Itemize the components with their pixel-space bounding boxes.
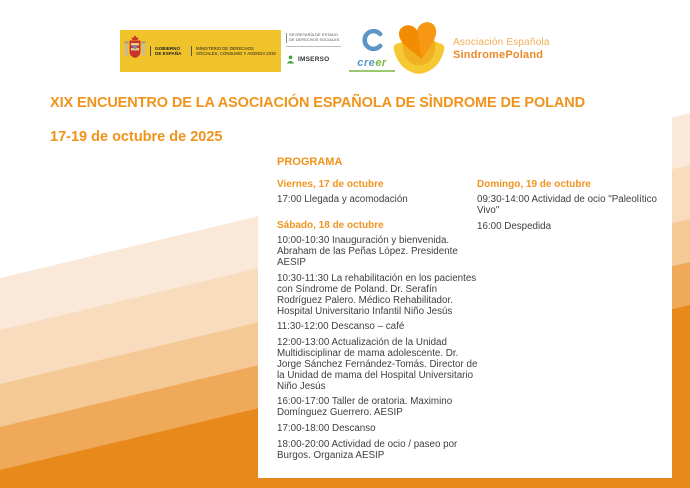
creer-wordmark: creer xyxy=(357,57,387,69)
schedule-item: 12:00-13:00 Actualización de la Unidad Multidisciplinar de mama adolescente. Dr. Jorge Sánchez Fernández-Tomás. Director de la Unidad de mama del Hospital Universitario Niño Jesús xyxy=(277,336,478,392)
imserso-icon xyxy=(286,51,295,69)
program-main-column xyxy=(277,156,480,476)
friday-block xyxy=(277,179,480,205)
schedule-item: 16:00 Despedida xyxy=(477,220,552,232)
secretaria-text: SECRETARÍA DE ESTADO DE DERECHOS SOCIALES xyxy=(286,33,341,43)
divider xyxy=(286,46,341,47)
schedule-item: 10:00-10:30 Inauguración y bienvenida. Abraham de las Peñas López. Presidente AESIP xyxy=(277,235,458,268)
association-wordmark xyxy=(453,36,550,62)
program-heading: PROGRAMA xyxy=(277,156,343,168)
association-name-line1: Asociación Española xyxy=(453,37,550,48)
government-logo xyxy=(120,30,281,72)
saturday-block xyxy=(277,220,480,461)
heart-in-hands-icon xyxy=(388,15,450,79)
imserso-label: IMSERSO xyxy=(298,56,330,64)
schedule-item: 09:30-14:00 Actividad de ocio "Paleolítico Vivo" xyxy=(477,194,657,216)
schedule-item: 10:30-11:30 La rehabilitación en los pacientes con Síndrome de Poland. Dr. Serafín Rodríguez Palero. Médico Rehabilitador. Hospital Universitario Infantil Niño Jesús xyxy=(277,272,477,317)
friday-title: Viernes, 17 de octubre xyxy=(277,179,384,190)
schedule-item: 17:00 Llegada y acomodación xyxy=(277,194,408,205)
government-name: GOBIERNO DE ESPAÑA xyxy=(150,46,187,57)
program-sunday-column xyxy=(477,179,669,236)
sunday-title: Domingo, 19 de octubre xyxy=(477,179,591,190)
secretaria-imserso-logo xyxy=(282,30,345,72)
spain-coat-of-arms-icon xyxy=(124,34,146,69)
association-name-line2: SindromePoland xyxy=(453,49,544,61)
ministry-name: MINISTERIO DE DERECHOS SOCIALES, CONSUMO Y AGENDA 2030 xyxy=(191,46,277,56)
schedule-item: 17:00-18:00 Descanso xyxy=(277,422,376,434)
event-dates: 17-19 de octubre de 2025 xyxy=(50,129,223,145)
schedule-item: 18:00-20:00 Actividad de ocio / paseo por Burgos. Organiza AESIP xyxy=(277,438,458,461)
event-title: XIX ENCUENTRO DE LA ASOCIACIÓN ESPAÑOLA DE SÌNDROME DE POLAND xyxy=(50,95,586,111)
schedule-item: 16:00-17:00 Taller de oratoria. Maximino Domínguez Guerrero. AESIP xyxy=(277,396,453,419)
saturday-title: Sábado, 18 de octubre xyxy=(277,220,384,231)
schedule-item: 11:30-12:00 Descanso – café xyxy=(277,321,405,333)
